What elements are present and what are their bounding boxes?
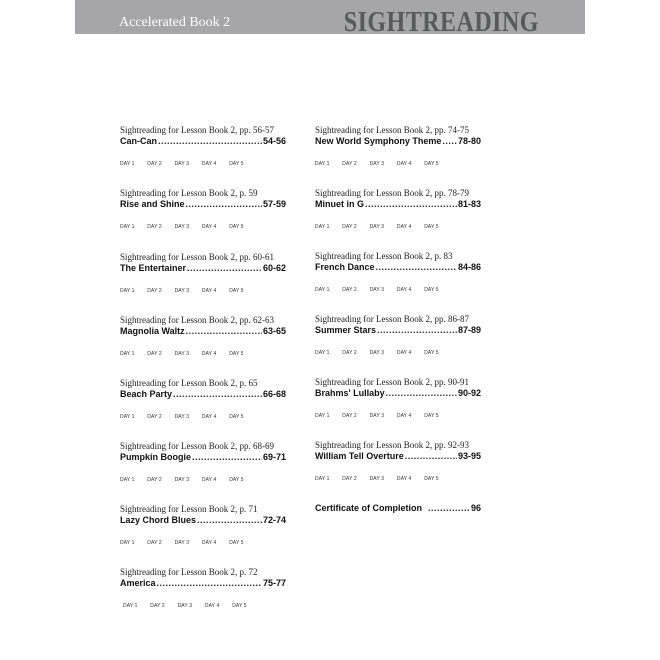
- entry-subtitle: Sightreading for Lesson Book 2, p. 83: [315, 251, 453, 261]
- entry-title: Brahms' Lullaby: [315, 388, 385, 398]
- entry-title: French Dance: [315, 262, 375, 272]
- contents-entry[interactable]: [120, 315, 286, 357]
- day-label: DAY 3: [174, 414, 190, 420]
- entry-pages: 87-89: [457, 325, 481, 335]
- leader-dots: [376, 261, 457, 273]
- day-label: DAY 5: [229, 288, 244, 294]
- certificate-entry[interactable]: [315, 503, 481, 514]
- day-label: DAY 4: [201, 414, 217, 420]
- day-label: DAY 3: [174, 224, 190, 230]
- day-checklist: [120, 224, 286, 230]
- entry-title: The Entertainer: [120, 263, 187, 273]
- leader-dots: [197, 514, 262, 526]
- day-label: DAY 3: [369, 350, 385, 356]
- day-label: DAY 1: [120, 477, 135, 483]
- day-checklist: [315, 476, 481, 482]
- day-label: DAY 5: [229, 351, 244, 357]
- day-label: DAY 1: [120, 414, 135, 420]
- leader-dots: [186, 198, 262, 210]
- leader-dots: [377, 324, 457, 336]
- day-label: DAY 4: [201, 540, 217, 546]
- contents-entry[interactable]: [120, 125, 286, 167]
- day-checklist: [120, 414, 286, 420]
- day-label: DAY 1: [120, 351, 135, 357]
- entry-pages: 57-59: [262, 199, 286, 209]
- day-label: DAY 3: [174, 477, 190, 483]
- day-checklist: [123, 603, 286, 609]
- entry-pages: 69-71: [262, 452, 286, 462]
- day-label: DAY 4: [396, 413, 412, 419]
- leader-dots: [157, 577, 262, 589]
- day-label: DAY 1: [315, 413, 330, 419]
- day-label: DAY 4: [201, 161, 217, 167]
- day-label: DAY 4: [396, 476, 412, 482]
- contents-entry[interactable]: [315, 251, 481, 293]
- day-label: DAY 1: [120, 161, 135, 167]
- day-label: DAY 5: [424, 224, 439, 230]
- day-label: DAY 2: [147, 414, 162, 420]
- entry-title: America: [120, 578, 156, 588]
- entry-pages: 84-86: [457, 262, 481, 272]
- book-title: Accelerated Book 2: [119, 15, 231, 30]
- day-checklist: [120, 288, 286, 294]
- entry-subtitle: Sightreading for Lesson Book 2, pp. 74-75: [315, 125, 469, 135]
- entry-pages: 90-92: [457, 388, 481, 398]
- entry-pages: 60-62: [262, 263, 286, 273]
- day-label: DAY 5: [424, 287, 439, 293]
- day-label: DAY 2: [147, 224, 162, 230]
- entry-pages: 81-83: [457, 199, 481, 209]
- contents-entry[interactable]: [315, 125, 481, 167]
- entry-subtitle: Sightreading for Lesson Book 2, pp. 68-69: [120, 441, 274, 451]
- entry-title: Certificate of Completion: [315, 503, 423, 513]
- entry-title: Can-Can: [120, 136, 158, 146]
- entry-subtitle: Sightreading for Lesson Book 2, pp. 60-61: [120, 252, 274, 262]
- entry-subtitle: Sightreading for Lesson Book 2, pp. 92-93: [315, 440, 469, 450]
- page-header-bar: [75, 0, 585, 38]
- day-label: DAY 2: [147, 351, 162, 357]
- day-label: DAY 2: [342, 413, 357, 419]
- day-checklist: [120, 477, 286, 483]
- day-checklist: [315, 161, 481, 167]
- entry-subtitle: Sightreading for Lesson Book 2, pp. 62-63: [120, 315, 274, 325]
- day-label: DAY 3: [369, 413, 385, 419]
- entry-title: Rise and Shine: [120, 199, 185, 209]
- entry-subtitle: Sightreading for Lesson Book 2, pp. 86-87: [315, 314, 469, 324]
- contents-entry[interactable]: [120, 441, 286, 483]
- day-label: DAY 3: [174, 161, 190, 167]
- entry-pages: 75-77: [262, 578, 286, 588]
- entry-pages: 78-80: [457, 136, 481, 146]
- entry-title: Beach Party: [120, 389, 173, 399]
- leader-dots: [158, 135, 262, 147]
- entry-title: William Tell Overture: [315, 451, 404, 461]
- day-checklist: [315, 350, 481, 356]
- day-label: DAY 2: [342, 224, 357, 230]
- day-label: DAY 5: [424, 476, 439, 482]
- day-label: DAY 5: [229, 477, 244, 483]
- contents-entry[interactable]: [120, 252, 286, 294]
- day-label: DAY 2: [150, 603, 165, 609]
- leader-dots: [386, 387, 457, 399]
- entry-pages: 63-65: [262, 326, 286, 336]
- day-checklist: [120, 161, 286, 167]
- day-label: DAY 2: [147, 477, 162, 483]
- day-label: DAY 1: [120, 288, 135, 294]
- entry-pages: 54-56: [262, 136, 286, 146]
- contents-entry[interactable]: [120, 504, 286, 546]
- day-label: DAY 1: [120, 224, 135, 230]
- day-label: DAY 4: [201, 288, 217, 294]
- day-label: DAY 2: [147, 288, 162, 294]
- day-label: DAY 2: [342, 287, 357, 293]
- entry-subtitle: Sightreading for Lesson Book 2, p. 59: [120, 188, 258, 198]
- leader-dots: [365, 198, 457, 210]
- day-label: DAY 1: [120, 540, 135, 546]
- day-checklist: [315, 224, 481, 230]
- contents-entry[interactable]: [120, 378, 286, 420]
- day-label: DAY 4: [396, 224, 412, 230]
- day-label: DAY 5: [424, 350, 439, 356]
- leader-dots: [442, 135, 457, 147]
- day-label: DAY 2: [342, 350, 357, 356]
- day-label: DAY 3: [369, 161, 385, 167]
- day-label: DAY 3: [177, 603, 193, 609]
- day-checklist: [315, 287, 481, 293]
- day-label: DAY 3: [369, 224, 385, 230]
- entry-pages: 93-95: [457, 451, 481, 461]
- entry-title: Lazy Chord Blues: [120, 515, 197, 525]
- day-label: DAY 5: [229, 161, 244, 167]
- day-label: DAY 4: [204, 603, 220, 609]
- leader-dots: [428, 502, 470, 514]
- entry-title: Summer Stars: [315, 325, 377, 335]
- day-label: DAY 3: [369, 287, 385, 293]
- day-label: DAY 4: [396, 350, 412, 356]
- entry-subtitle: Sightreading for Lesson Book 2, pp. 90-91: [315, 377, 469, 387]
- entry-pages: 96: [470, 503, 481, 513]
- day-label: DAY 3: [174, 288, 190, 294]
- entry-subtitle: Sightreading for Lesson Book 2, pp. 56-57: [120, 125, 274, 135]
- day-checklist: [120, 351, 286, 357]
- leader-dots: [187, 262, 262, 274]
- day-label: DAY 2: [147, 540, 162, 546]
- day-label: DAY 3: [369, 476, 385, 482]
- day-label: DAY 5: [424, 161, 439, 167]
- contents-entry[interactable]: [120, 567, 286, 609]
- entry-pages: 72-74: [262, 515, 286, 525]
- entry-subtitle: Sightreading for Lesson Book 2, p. 71: [120, 504, 258, 514]
- day-label: DAY 1: [315, 224, 330, 230]
- leader-dots: [405, 450, 457, 462]
- day-label: DAY 4: [396, 161, 412, 167]
- day-label: DAY 1: [315, 476, 330, 482]
- day-checklist: [120, 540, 286, 546]
- day-label: DAY 1: [315, 287, 330, 293]
- contents-entry[interactable]: [315, 440, 481, 482]
- day-label: DAY 4: [201, 477, 217, 483]
- day-label: DAY 5: [229, 540, 244, 546]
- contents-entry[interactable]: [315, 377, 481, 419]
- leader-dots: [173, 388, 262, 400]
- entry-title: New World Symphony Theme: [315, 136, 442, 146]
- day-label: DAY 3: [174, 351, 190, 357]
- day-checklist: [315, 413, 481, 419]
- section-title: SIGHTREADING: [343, 7, 539, 38]
- day-label: DAY 1: [315, 350, 330, 356]
- day-label: DAY 1: [315, 161, 330, 167]
- entry-title: Magnolia Waltz: [120, 326, 185, 336]
- contents-entry[interactable]: [120, 188, 286, 230]
- contents-entry[interactable]: [315, 314, 481, 356]
- entry-title: Pumpkin Boogie: [120, 452, 192, 462]
- day-label: DAY 5: [229, 414, 244, 420]
- day-label: DAY 5: [229, 224, 244, 230]
- entry-pages: 66-68: [262, 389, 286, 399]
- entry-subtitle: Sightreading for Lesson Book 2, p. 65: [120, 378, 258, 388]
- day-label: DAY 2: [342, 476, 357, 482]
- day-label: DAY 3: [174, 540, 190, 546]
- day-label: DAY 4: [201, 351, 217, 357]
- day-label: DAY 5: [232, 603, 247, 609]
- day-label: DAY 1: [123, 603, 138, 609]
- entry-subtitle: Sightreading for Lesson Book 2, p. 72: [120, 567, 258, 577]
- day-label: DAY 4: [201, 224, 217, 230]
- day-label: DAY 5: [424, 413, 439, 419]
- entry-title: Minuet in G: [315, 199, 364, 209]
- day-label: DAY 2: [147, 161, 162, 167]
- entry-subtitle: Sightreading for Lesson Book 2, pp. 78-79: [315, 188, 469, 198]
- day-label: DAY 2: [342, 161, 357, 167]
- contents-entry[interactable]: [315, 188, 481, 230]
- leader-dots: [186, 325, 262, 337]
- day-label: DAY 4: [396, 287, 412, 293]
- leader-dots: [192, 451, 262, 463]
